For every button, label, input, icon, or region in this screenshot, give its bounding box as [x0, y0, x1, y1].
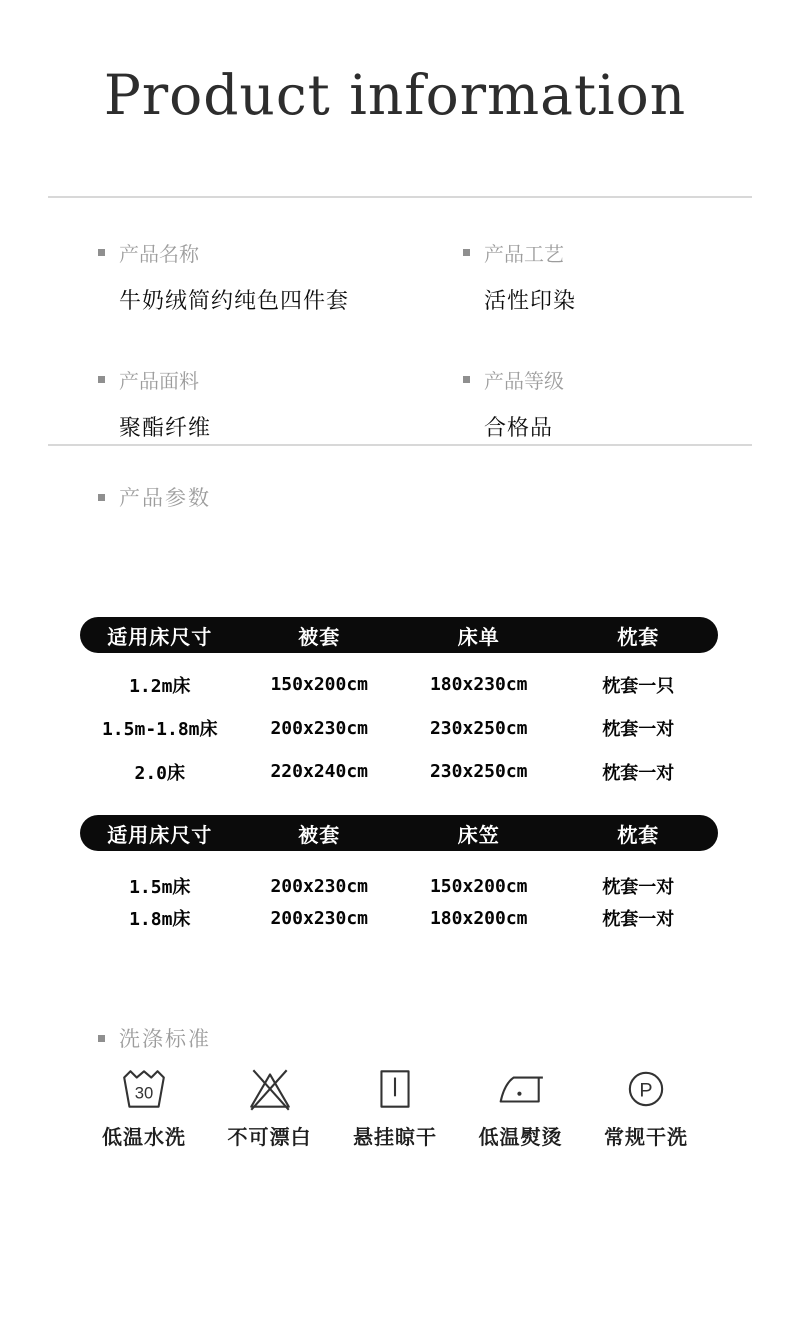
attribute-product-craft	[463, 238, 718, 315]
col-header: 床单	[457, 626, 500, 649]
size-table-fitted-sheet	[80, 815, 718, 934]
table-cell: 200x230cm	[270, 717, 369, 739]
attribute-label-row	[463, 365, 718, 394]
col-header: 被套	[298, 824, 341, 847]
square-bullet-icon	[98, 376, 105, 383]
attributes-grid	[98, 238, 718, 442]
section-header-params	[98, 482, 211, 512]
table-header-pill	[80, 815, 718, 851]
table-cell: 150x200cm	[270, 674, 369, 696]
section-header-washing	[98, 1023, 211, 1053]
table-header-pill	[80, 617, 718, 653]
page-title: Product information	[103, 63, 687, 127]
square-bullet-icon	[98, 1035, 105, 1042]
section-title: 洗涤标准	[119, 1027, 211, 1051]
table-body	[80, 663, 718, 794]
table-cell: 枕套一对	[602, 909, 675, 930]
table-row	[80, 870, 718, 902]
col-header: 枕套	[617, 824, 660, 847]
attribute-value: 合格品	[484, 415, 554, 440]
wash-30-icon	[119, 1064, 169, 1114]
attribute-label: 产品工艺	[484, 244, 564, 266]
table-cell: 枕套一只	[602, 675, 675, 697]
table-cell: 200x230cm	[270, 907, 369, 929]
divider-middle	[48, 444, 752, 446]
attribute-label-row	[98, 365, 463, 394]
care-label: 悬挂晾干	[353, 1125, 437, 1149]
divider-top	[48, 196, 752, 198]
table-cell: 220x240cm	[270, 761, 369, 783]
col-header: 枕套	[617, 626, 660, 649]
table-cell: 180x200cm	[429, 907, 528, 929]
table-cell: 180x230cm	[429, 674, 528, 696]
table-cell: 150x200cm	[429, 875, 528, 897]
square-bullet-icon	[463, 249, 470, 256]
attribute-product-grade	[463, 365, 718, 442]
table-row	[80, 663, 718, 707]
table-cell: 2.0床	[134, 762, 185, 784]
attribute-label: 产品面料	[119, 371, 199, 393]
attribute-label: 产品名称	[119, 244, 199, 266]
section-title: 产品参数	[119, 487, 211, 510]
attribute-product-name	[98, 238, 463, 315]
col-header: 适用床尺寸	[107, 626, 213, 649]
square-bullet-icon	[463, 376, 470, 383]
svg-text:30: 30	[134, 1083, 154, 1103]
attribute-product-fabric	[98, 365, 463, 442]
attribute-value: 牛奶绒简约纯色四件套	[119, 288, 350, 313]
care-label: 常规干洗	[604, 1125, 688, 1149]
attribute-label: 产品等级	[484, 371, 564, 393]
table-cell: 枕套一对	[602, 877, 675, 898]
care-label: 不可漂白	[227, 1125, 312, 1149]
care-item-iron	[465, 1064, 577, 1150]
table-cell: 230x250cm	[429, 761, 528, 783]
dry-clean-icon	[621, 1064, 671, 1114]
care-item-hang-dry	[339, 1064, 451, 1150]
care-item-no-bleach	[214, 1064, 326, 1150]
table-row	[80, 902, 718, 934]
table-body	[80, 870, 718, 934]
attribute-value: 聚酯纤维	[119, 415, 212, 440]
square-bullet-icon	[98, 249, 105, 256]
svg-text:P: P	[639, 1079, 653, 1102]
attribute-label-row	[463, 238, 718, 267]
table-cell: 1.5m床	[129, 877, 191, 898]
col-header: 被套	[298, 626, 341, 649]
table-row	[80, 750, 718, 794]
care-label: 低温水洗	[102, 1125, 186, 1149]
table-cell: 1.2m床	[129, 675, 191, 697]
attribute-label-row	[98, 238, 463, 267]
care-symbols-row	[88, 1064, 702, 1150]
table-cell: 1.8m床	[129, 909, 191, 930]
hang-dry-icon	[370, 1064, 420, 1114]
square-bullet-icon	[98, 494, 105, 501]
care-label: 低温熨烫	[478, 1125, 563, 1149]
care-item-dry-clean	[590, 1064, 702, 1150]
col-header: 床笠	[457, 824, 500, 847]
col-header: 适用床尺寸	[107, 824, 213, 847]
size-table-sheet	[80, 617, 718, 794]
attribute-value: 活性印染	[484, 288, 577, 313]
table-row	[80, 707, 718, 751]
iron-low-temp-icon	[496, 1064, 546, 1114]
table-cell: 枕套一对	[602, 762, 675, 784]
table-cell: 枕套一对	[602, 719, 675, 741]
table-cell: 1.5m-1.8m床	[101, 719, 218, 741]
table-cell: 200x230cm	[270, 875, 369, 897]
table-cell: 230x250cm	[429, 717, 528, 739]
no-bleach-icon	[245, 1064, 295, 1114]
care-item-wash	[88, 1064, 200, 1150]
